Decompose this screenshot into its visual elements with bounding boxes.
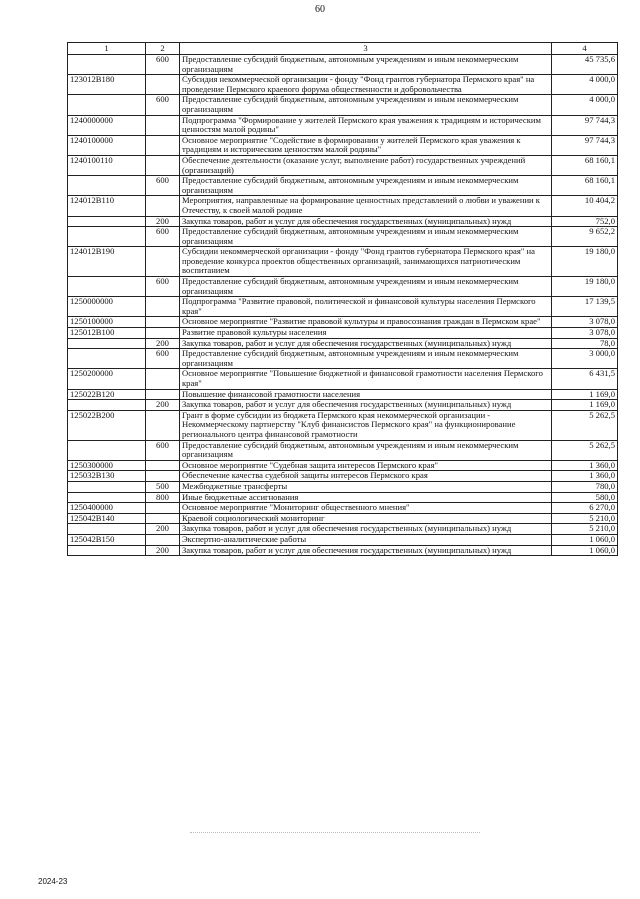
row-vr: 200 <box>146 338 180 349</box>
row-vr: 200 <box>146 545 180 556</box>
row-sum: 1 360,0 <box>552 471 618 482</box>
table-row <box>68 369 618 389</box>
row-sum: 78,0 <box>552 338 618 349</box>
header-col-4: 4 <box>552 43 618 55</box>
table-row <box>68 338 618 349</box>
row-vr <box>146 513 180 524</box>
row-code <box>68 338 146 349</box>
row-sum: 780,0 <box>552 481 618 492</box>
row-code <box>68 492 146 503</box>
row-name: Закупка товаров, работ и услуг для обеспечения государственных (муниципальных) нужд <box>180 400 552 411</box>
row-sum: 9 652,2 <box>552 227 618 247</box>
row-sum: 1 360,0 <box>552 460 618 471</box>
row-code: 1250300000 <box>68 460 146 471</box>
row-sum: 1 169,0 <box>552 389 618 400</box>
row-vr: 800 <box>146 492 180 503</box>
table-row <box>68 227 618 247</box>
row-name: Предоставление субсидий бюджетным, автономным учреждениям и иным некоммерческим организациям <box>180 95 552 115</box>
table-row <box>68 503 618 514</box>
header-col-3: 3 <box>180 43 552 55</box>
row-sum: 4 000,0 <box>552 75 618 95</box>
row-sum: 5 262,5 <box>552 440 618 460</box>
row-name: Основное мероприятие "Повышение бюджетной и финансовой грамотности населения Пермского края" <box>180 369 552 389</box>
table-row <box>68 115 618 135</box>
row-name: Повышение финансовой грамотности населения <box>180 389 552 400</box>
row-name: Предоставление субсидий бюджетным, автономным учреждениям и иным некоммерческим организациям <box>180 440 552 460</box>
row-sum: 3 000,0 <box>552 349 618 369</box>
row-name: Мероприятия, направленные на формирование ценностных представлений о любви и уважении к Отечеству, к своей малой родине <box>180 196 552 216</box>
row-name: Закупка товаров, работ и услуг для обеспечения государственных (муниципальных) нужд <box>180 216 552 227</box>
row-code: 124012В190 <box>68 247 146 277</box>
row-sum: 5 210,0 <box>552 513 618 524</box>
row-name: Межбюджетные трансферты <box>180 481 552 492</box>
row-name: Субсидии некоммерческой организации - фонду "Фонд грантов губернатора Пермского края" на проведение конкурса проектов общественных организаций, занимающихся патриотическим воспитанием <box>180 247 552 277</box>
table-header-row <box>68 43 618 55</box>
row-vr <box>146 328 180 339</box>
row-code <box>68 440 146 460</box>
row-name: Предоставление субсидий бюджетным, автономным учреждениям и иным некоммерческим организациям <box>180 349 552 369</box>
table-row <box>68 410 618 440</box>
row-code <box>68 277 146 297</box>
row-sum: 68 160,1 <box>552 155 618 175</box>
row-sum: 752,0 <box>552 216 618 227</box>
table-row <box>68 196 618 216</box>
row-code: 1240100110 <box>68 155 146 175</box>
row-vr <box>146 135 180 155</box>
table-row <box>68 176 618 196</box>
row-vr <box>146 297 180 317</box>
row-code <box>68 216 146 227</box>
row-code <box>68 227 146 247</box>
row-name: Обеспечение деятельности (оказание услуг, выполнение работ) государственных учреждений (организаций) <box>180 155 552 175</box>
row-name: Основное мероприятие "Мониторинг общественного мнения" <box>180 503 552 514</box>
row-code: 1240100000 <box>68 135 146 155</box>
table-row <box>68 534 618 545</box>
row-name: Субсидия некоммерческой организации - фонду "Фонд грантов губернатора Пермского края" на проведение Пермского краевого форума общественности и добровольчества <box>180 75 552 95</box>
header-col-2: 2 <box>146 43 180 55</box>
row-code: 124012В110 <box>68 196 146 216</box>
row-sum: 5 262,5 <box>552 410 618 440</box>
row-name: Экспертно-аналитические работы <box>180 534 552 545</box>
row-sum: 45 735,6 <box>552 55 618 75</box>
table-row <box>68 328 618 339</box>
table-row <box>68 440 618 460</box>
row-name: Основное мероприятие "Развитие правовой культуры и правосознания граждан в Пермском крае" <box>180 317 552 328</box>
row-sum: 6 270,0 <box>552 503 618 514</box>
row-vr <box>146 155 180 175</box>
row-name: Иные бюджетные ассигнования <box>180 492 552 503</box>
row-code: 125022В120 <box>68 389 146 400</box>
row-code <box>68 176 146 196</box>
row-name: Основное мероприятие "Содействие в формировании у жителей Пермского края уважения к традициям и историческим ценностям малой родины" <box>180 135 552 155</box>
row-sum: 97 744,3 <box>552 135 618 155</box>
row-vr <box>146 75 180 95</box>
row-code <box>68 545 146 556</box>
table-row <box>68 513 618 524</box>
row-sum: 1 060,0 <box>552 534 618 545</box>
row-vr <box>146 471 180 482</box>
dotted-line <box>190 832 480 833</box>
row-code: 123012В180 <box>68 75 146 95</box>
row-code: 1250400000 <box>68 503 146 514</box>
table-row <box>68 297 618 317</box>
row-sum: 1 060,0 <box>552 545 618 556</box>
table-row <box>68 216 618 227</box>
row-vr: 600 <box>146 95 180 115</box>
row-sum: 5 210,0 <box>552 524 618 535</box>
table-row <box>68 389 618 400</box>
row-vr: 200 <box>146 524 180 535</box>
budget-table-container <box>67 42 617 556</box>
row-vr: 600 <box>146 55 180 75</box>
row-vr <box>146 369 180 389</box>
row-name: Предоставление субсидий бюджетным, автономным учреждениям и иным некоммерческим организациям <box>180 55 552 75</box>
table-row <box>68 55 618 75</box>
row-vr <box>146 317 180 328</box>
row-sum: 19 180,0 <box>552 277 618 297</box>
row-sum: 580,0 <box>552 492 618 503</box>
row-name: Подпрограмма "Формирование у жителей Пермского края уважения к традициям и историческим ценностям малой родины" <box>180 115 552 135</box>
row-sum: 97 744,3 <box>552 115 618 135</box>
row-code: 1250200000 <box>68 369 146 389</box>
row-name: Предоставление субсидий бюджетным, автономным учреждениям и иным некоммерческим организациям <box>180 227 552 247</box>
row-sum: 3 078,0 <box>552 328 618 339</box>
page-number: 60 <box>315 4 325 15</box>
row-sum: 19 180,0 <box>552 247 618 277</box>
row-name: Закупка товаров, работ и услуг для обеспечения государственных (муниципальных) нужд <box>180 545 552 556</box>
row-vr <box>146 410 180 440</box>
row-code: 125042В140 <box>68 513 146 524</box>
row-code <box>68 95 146 115</box>
row-vr <box>146 115 180 135</box>
table-row <box>68 524 618 535</box>
row-name: Развитие правовой культуры населения <box>180 328 552 339</box>
footer-code: 2024-23 <box>38 877 68 886</box>
row-code <box>68 481 146 492</box>
row-name: Грант в форме субсидии из бюджета Пермского края некоммерческой организации - Некоммерческому партнерству "Клуб финансистов Пермского края" на функционирование регионального центра финансовой грамотности <box>180 410 552 440</box>
table-row <box>68 155 618 175</box>
row-vr: 200 <box>146 216 180 227</box>
table-row <box>68 95 618 115</box>
table-row <box>68 492 618 503</box>
table-row <box>68 349 618 369</box>
table-row <box>68 400 618 411</box>
row-vr <box>146 389 180 400</box>
row-code: 1250100000 <box>68 317 146 328</box>
row-vr: 600 <box>146 349 180 369</box>
row-vr <box>146 460 180 471</box>
row-name: Закупка товаров, работ и услуг для обеспечения государственных (муниципальных) нужд <box>180 338 552 349</box>
table-row <box>68 247 618 277</box>
row-code: 1250000000 <box>68 297 146 317</box>
table-row <box>68 481 618 492</box>
row-vr <box>146 247 180 277</box>
row-sum: 68 160,1 <box>552 176 618 196</box>
row-name: Подпрограмма "Развитие правовой, политической и финансовой культуры населения Пермского края" <box>180 297 552 317</box>
row-sum: 10 404,2 <box>552 196 618 216</box>
table-row <box>68 460 618 471</box>
row-code: 125032В130 <box>68 471 146 482</box>
table-row <box>68 471 618 482</box>
row-name: Краевой социологический мониторинг <box>180 513 552 524</box>
row-code: 1240000000 <box>68 115 146 135</box>
budget-table <box>67 42 618 556</box>
row-code: 125012В100 <box>68 328 146 339</box>
row-vr <box>146 196 180 216</box>
row-name: Предоставление субсидий бюджетным, автономным учреждениям и иным некоммерческим организациям <box>180 277 552 297</box>
row-sum: 6 431,5 <box>552 369 618 389</box>
row-sum: 3 078,0 <box>552 317 618 328</box>
row-code <box>68 55 146 75</box>
table-row <box>68 317 618 328</box>
row-vr <box>146 503 180 514</box>
header-col-1: 1 <box>68 43 146 55</box>
table-row <box>68 545 618 556</box>
row-name: Обеспечение качества судебной защиты интересов Пермского края <box>180 471 552 482</box>
row-code <box>68 524 146 535</box>
row-sum: 17 139,5 <box>552 297 618 317</box>
row-vr <box>146 534 180 545</box>
row-name: Закупка товаров, работ и услуг для обеспечения государственных (муниципальных) нужд <box>180 524 552 535</box>
table-row <box>68 277 618 297</box>
row-name: Основное мероприятие "Судебная защита интересов Пермского края" <box>180 460 552 471</box>
table-body <box>68 55 618 556</box>
row-vr: 600 <box>146 277 180 297</box>
row-vr: 500 <box>146 481 180 492</box>
row-sum: 1 169,0 <box>552 400 618 411</box>
row-code: 125042В150 <box>68 534 146 545</box>
row-sum: 4 000,0 <box>552 95 618 115</box>
table-row <box>68 135 618 155</box>
row-code <box>68 349 146 369</box>
row-code: 125022В200 <box>68 410 146 440</box>
row-vr: 600 <box>146 176 180 196</box>
row-vr: 600 <box>146 440 180 460</box>
row-code <box>68 400 146 411</box>
row-vr: 200 <box>146 400 180 411</box>
row-name: Предоставление субсидий бюджетным, автономным учреждениям и иным некоммерческим организациям <box>180 176 552 196</box>
row-vr: 600 <box>146 227 180 247</box>
table-row <box>68 75 618 95</box>
